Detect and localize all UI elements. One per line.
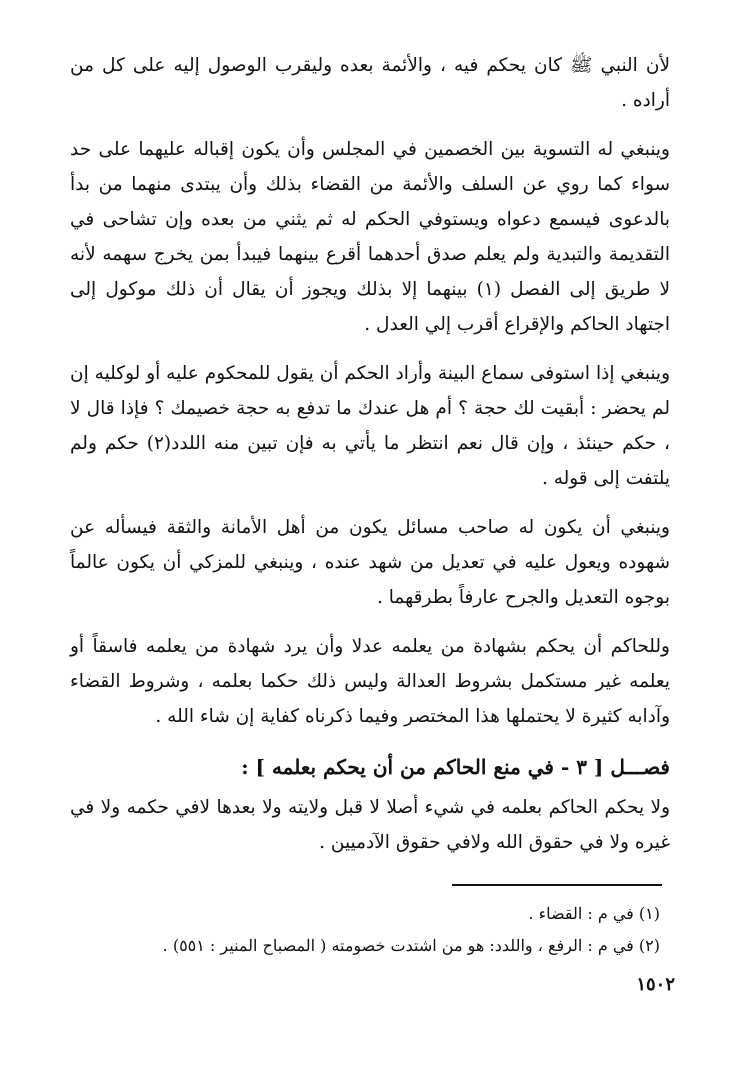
footnotes [70,898,660,962]
page-number: ١٥٠٢ [636,974,675,995]
paragraph-5: وللحاكم أن يحكم بشهادة من يعلمه عدلا وأن يرد شهادة من يعلمه فاسقاً أو يعلمه غير مستكمل بشروط العدالة وليس ذلك حكما بعلمه ، وشروط القضاء وآدابه كثيرة لا يحتملها هذا المختصر وفيما ذكرناه كفاية إن شاء الله . [70,636,670,727]
paragraph-4: وينبغي أن يكون له صاحب مسائل يكون من أهل الأمانة والثقة فيسأله عن شهوده ويعول عليه في تعديل من شهد عنده ، وينبغي للمزكي أن يكون عالماً بوجوه التعديل والجرح عارفاً بطرقهما . [70,517,670,608]
footnote-2: (٢) في م : الرفع ، واللدد: هو من اشتدت خصومته ( المصباح المنير : ٥٥١) . [162,936,660,955]
paragraph-3: وينبغي إذا استوفى سماع البينة وأراد الحكم أن يقول للمحكوم عليه أو لوكليه إن لم يحضر : أبقيت لك حجة ؟ أم هل عندك ما تدفع به حجة خصيمك ؟ فإذا قال لا ، حكم حينئذ ، وإن قال نعم انتظر ما يأتي به فإن تبين منه اللدد(٢) حكم ولم يلتفت إلى قوله . [70,363,670,489]
section-heading: فصـــل [ ٣ - في منع الحاكم من أن يحكم بعلمه ] : [241,755,670,779]
paragraph-2: وينبغي له التسوية بين الخصمين في المجلس وأن يكون إقباله عليهما على حد سواء كما روي عن السلف والأئمة من القضاء بذلك وأن يبتدى منهما من بدأ بالدعوى فيسمع دعواه ويستوفي الحكم له ثم يثني من بعده وإن تشاحى في التقديمة والتبدية ولم يعلم صدق أحدهما أقرع بينهما فيبدأ بمن يخرج سهمه لأنه لا طريق إلى الفصل (١) بينهما إلا بذلك ويجوز أن يقال أن ذلك موكول إلى اجتهاد الحاكم والإقراع أقرب إلي العدل . [70,139,671,335]
paragraph-1: لأن النبي ﷺ كان يحكم فيه ، والأئمة بعده وليقرب الوصول إليه على كل من أراده . [70,55,670,111]
page-body [70,48,670,874]
footnote-1: (١) في م : القضاء . [528,904,660,923]
paragraph-6: ولا يحكم الحاكم بعلمه في شيء أصلا لا قبل ولايته ولا بعدها لافي حكمه ولا في غيره ولا في حقوق الله ولافي حقوق الآدميين . [70,797,670,853]
footnote-divider [452,884,662,886]
